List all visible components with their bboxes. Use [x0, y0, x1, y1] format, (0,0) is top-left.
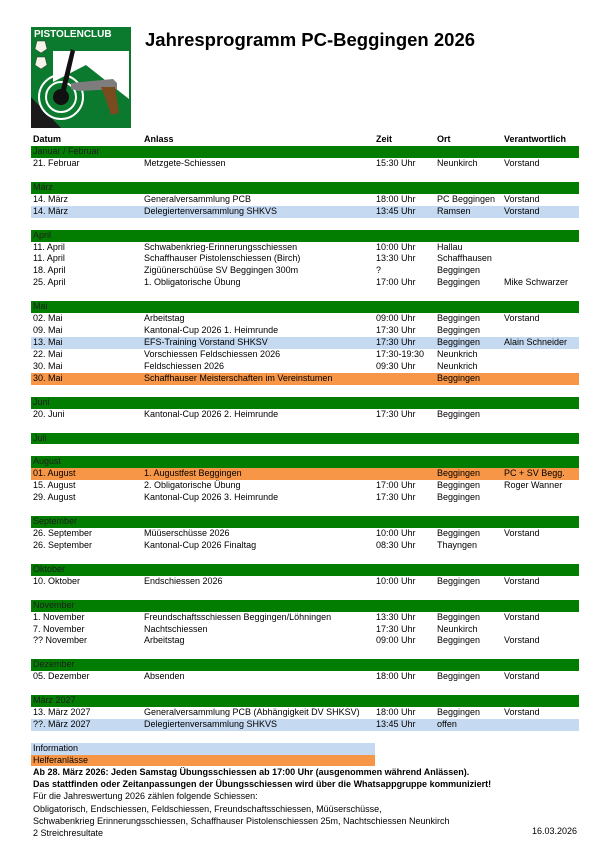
cell-zeit: 17:30 Uhr [376, 623, 416, 634]
event-row [31, 194, 579, 206]
spacer-row [31, 289, 579, 301]
cell-zeit: 17:30-19:30 [376, 348, 425, 359]
cell-zeit: 13:45 Uhr [376, 205, 416, 216]
spacer-row [31, 421, 579, 433]
note-line-3: Schwabenkrieg Erinnerungsschiessen, Schaffhauser Pistolenschiessen 25m, Nachtschiessen Neunkirch [33, 815, 450, 826]
cell-anlass: Vorschiessen Feldschiessen 2026 [144, 348, 281, 359]
col-anlass: Anlass [144, 134, 174, 144]
month-label: September [33, 516, 78, 527]
cell-datum: 11. April [33, 241, 65, 252]
cell-anlass: Zigüünerschüüse SV Beggingen 300m [144, 265, 299, 276]
month-header [31, 659, 579, 671]
event-row [31, 361, 579, 373]
svg-text:PISTOLENCLUB: PISTOLENCLUB [34, 29, 112, 40]
cell-datum: 7. November [33, 623, 85, 634]
month-label: April [33, 229, 52, 240]
table-header [0, 134, 608, 146]
month-label: Mai [33, 301, 48, 312]
cell-zeit: 09:30 Uhr [376, 360, 416, 371]
cell-ort: Thayngen [437, 539, 478, 550]
svg-text:BEGGINGEN: BEGGINGEN [57, 40, 119, 51]
event-row [31, 337, 579, 349]
cell-datum: 01. August [33, 468, 76, 479]
month-label: August [33, 456, 62, 467]
cell-ver: Vorstand [504, 157, 540, 168]
cell-datum: 30. Mai [33, 372, 63, 383]
cell-ort: Beggingen [437, 337, 481, 347]
cell-ort: offen [437, 719, 457, 729]
cell-anlass: Kantonal-Cup 2026 1. Heimrunde [144, 325, 279, 336]
note-bold-2: Das stattfinden oder Zeitanpassungen der Übungsschiessen wird über die Whatsappgruppe kommuniziert! [33, 779, 492, 790]
month-label: März 2027 [33, 695, 76, 706]
cell-ver: Alain Schneider [504, 337, 568, 347]
cell-ver: Vorstand [504, 193, 540, 204]
spacer-row [31, 504, 579, 516]
month-header [31, 230, 579, 242]
cell-ort: Beggingen [437, 611, 481, 622]
event-row [31, 612, 579, 624]
cell-zeit: 09:00 Uhr [376, 635, 416, 646]
cell-ort: Beggingen [437, 575, 481, 586]
month-header [31, 600, 579, 612]
cell-anlass: Nachtschiessen [144, 623, 208, 634]
month-header [31, 564, 579, 576]
cell-ort: Ramsen [437, 205, 471, 216]
cell-zeit: 10:00 Uhr [376, 528, 416, 538]
cell-ort: Neunkrich [437, 348, 478, 359]
month-header [31, 301, 579, 313]
print-date: 16.03.2026 [531, 826, 577, 836]
cell-ver: Vorstand [504, 671, 540, 682]
cell-ort: Beggingen [437, 707, 481, 718]
cell-ort: Beggingen [437, 468, 481, 479]
cell-anlass: Metzgete-Schiessen [144, 157, 226, 168]
cell-ver: Vorstand [504, 707, 540, 718]
cell-anlass: Schaffhauser Meisterschaften im Vereinstumen [144, 372, 333, 383]
cell-anlass: Generalversammlung PCB [144, 193, 252, 204]
note-bold-1: Ab 28. März 2026: Jeden Samstag Übungsschiessen ab 17:00 Uhr (ausgenommen während Anlässen). [33, 767, 470, 777]
cell-anlass: EFS-Training Vorstand SHKSV [144, 337, 268, 347]
cell-ort: Beggingen [437, 325, 481, 336]
cell-anlass: Arbeitstag [144, 313, 185, 324]
cell-datum: 22. Mai [33, 348, 63, 359]
schedule-table [31, 146, 579, 731]
cell-datum: 21. Februar [33, 157, 80, 168]
month-header [31, 456, 579, 468]
cell-zeit: 17:30 Uhr [376, 408, 416, 419]
cell-zeit: 13:45 Uhr [376, 719, 416, 729]
month-label: Juli [33, 432, 47, 443]
cell-ver: Vorstand [504, 575, 540, 586]
legend-helferanlaesse: Helferanlässe [31, 755, 375, 767]
event-row [31, 325, 579, 337]
cell-ort: Beggingen [437, 671, 481, 682]
cell-anlass: Schwabenkrieg-Erinnerungsschiessen [144, 241, 298, 252]
month-label: März [33, 181, 53, 192]
cell-ort: Beggingen [437, 372, 481, 383]
cell-ort: Beggingen [437, 408, 481, 419]
cell-anlass: 1. Obligatorische Übung [144, 277, 241, 288]
cell-zeit: 17:00 Uhr [376, 277, 416, 288]
cell-zeit: 17:00 Uhr [376, 480, 416, 491]
event-row [31, 707, 579, 719]
spacer-row [31, 385, 579, 397]
month-header [31, 695, 579, 707]
cell-ort: Beggingen [437, 480, 481, 491]
cell-zeit: 18:00 Uhr [376, 671, 416, 682]
note-line-1: Für die Jahreswertung 2026 zählen folgende Schiessen: [33, 791, 258, 802]
event-row [31, 635, 579, 647]
cell-datum: 18. April [33, 265, 66, 276]
cell-anlass: Generalversammlung PCB (Abhängigkeit DV SHKSV) [144, 707, 360, 718]
month-header [31, 433, 579, 445]
spacer-row [31, 170, 579, 182]
cell-zeit: 18:00 Uhr [376, 707, 416, 718]
cell-anlass: Kantonal-Cup 2026 3. Heimrunde [144, 492, 279, 503]
club-logo [31, 27, 131, 128]
col-ort: Ort [437, 134, 451, 144]
cell-ver: PC + SV Begg. [504, 468, 565, 479]
event-row [31, 277, 579, 289]
event-row [31, 468, 579, 480]
cell-zeit: 08:30 Uhr [376, 539, 416, 550]
cell-zeit: 10:00 Uhr [376, 241, 416, 252]
cell-anlass: Endschiessen 2026 [144, 575, 223, 586]
cell-zeit: ? [376, 265, 382, 276]
note-line-4: 2 Streichresultate [33, 827, 104, 838]
event-row [31, 242, 579, 254]
cell-ort: Beggingen [437, 528, 481, 538]
month-header [31, 182, 579, 194]
cell-datum: 10. Oktober [33, 575, 81, 586]
cell-ort: Beggingen [437, 635, 481, 646]
event-row [31, 492, 579, 504]
cell-ort: PC Beggingen [437, 193, 496, 204]
cell-datum: 05. Dezember [33, 671, 90, 682]
cell-datum: 1. November [33, 611, 85, 622]
spacer-row [31, 552, 579, 564]
spacer-row [31, 218, 579, 230]
cell-ort: Neunkrich [437, 360, 478, 371]
cell-ver: Roger Wanner [504, 480, 563, 491]
cell-ver: Vorstand [504, 528, 540, 538]
cell-anlass: Delegiertenversammlung SHKVS [144, 205, 278, 216]
cell-datum: 30. Mai [33, 360, 63, 371]
event-row [31, 528, 579, 540]
spacer-row [31, 588, 579, 600]
cell-ort: Neunkirch [437, 623, 478, 634]
cell-datum: 13. Mai [33, 337, 63, 347]
cell-zeit: 17:30 Uhr [376, 492, 416, 503]
month-label: Juni [33, 396, 50, 407]
cell-ort: Beggingen [437, 313, 481, 324]
cell-datum: 09. Mai [33, 325, 63, 336]
cell-zeit: 09:00 Uhr [376, 313, 416, 324]
cell-anlass: Schaffhauser Pistolenschiessen (Birch) [144, 253, 301, 264]
cell-anlass: Arbeitstag [144, 635, 185, 646]
event-row [31, 671, 579, 683]
event-row [31, 158, 579, 170]
cell-datum: 11. April [33, 253, 65, 264]
cell-datum: 20. Juni [33, 408, 65, 419]
event-row [31, 719, 579, 731]
event-row [31, 313, 579, 325]
cell-zeit: 17:30 Uhr [376, 337, 416, 347]
cell-ver: Vorstand [504, 313, 540, 324]
cell-zeit: 13:30 Uhr [376, 611, 416, 622]
cell-zeit: 10:00 Uhr [376, 575, 416, 586]
cell-anlass: Feldschiessen 2026 [144, 360, 225, 371]
event-row [31, 373, 579, 385]
note-line-2: Obligatorisch, Endschiessen, Feldschiessen, Freundschaftsschiessen, Müüserschüsse, [33, 803, 382, 814]
cell-anlass: Freundschaftsschiessen Beggingen/Löhningen [144, 611, 332, 622]
cell-datum: ??. März 2027 [33, 719, 91, 729]
event-row [31, 349, 579, 361]
event-row [31, 409, 579, 421]
month-header [31, 146, 579, 158]
cell-anlass: Kantonal-Cup 2026 Finaltag [144, 539, 257, 550]
cell-anlass: 1. Augustfest Beggingen [144, 468, 242, 479]
spacer-row [31, 683, 579, 695]
cell-ort: Beggingen [437, 277, 481, 288]
event-row [31, 576, 579, 588]
event-row [31, 480, 579, 492]
cell-ort: Beggingen [437, 265, 481, 276]
cell-zeit: 18:00 Uhr [376, 193, 416, 204]
cell-datum: 26. September [33, 539, 93, 550]
cell-ort: Neunkirch [437, 157, 478, 168]
info-section [31, 743, 579, 839]
cell-ort: Hallau [437, 241, 463, 252]
cell-anlass: Kantonal-Cup 2026 2. Heimrunde [144, 408, 279, 419]
cell-datum: 29. August [33, 492, 76, 503]
cell-ver: Mike Schwarzer [504, 277, 569, 288]
cell-ver: Vorstand [504, 611, 540, 622]
cell-ver: Vorstand [504, 635, 540, 646]
spacer-row [31, 647, 579, 659]
cell-datum: ?? November [33, 635, 88, 646]
cell-datum: 26. September [33, 528, 93, 538]
cell-anlass: Absenden [144, 671, 185, 682]
col-datum: Datum [33, 134, 62, 144]
event-row [31, 265, 579, 277]
month-label: Januar / Februar [33, 146, 100, 156]
cell-ver: Vorstand [504, 205, 540, 216]
cell-datum: 14. März [33, 193, 69, 204]
cell-datum: 14. März [33, 205, 69, 216]
cell-anlass: Müüserschüsse 2026 [144, 528, 230, 538]
cell-anlass: Delegiertenversammlung SHKVS [144, 719, 278, 729]
col-zeit: Zeit [376, 134, 393, 144]
spacer-row [31, 444, 579, 456]
event-row [31, 253, 579, 265]
col-verantwortlich: Verantwortlich [504, 134, 567, 144]
cell-datum: 15. August [33, 480, 76, 491]
cell-zeit: 15:30 Uhr [376, 157, 416, 168]
cell-ort: Schaffhausen [437, 253, 492, 264]
cell-ort: Beggingen [437, 492, 481, 503]
cell-zeit: 17:30 Uhr [376, 325, 416, 336]
legend-information: Information [31, 743, 375, 755]
cell-zeit: 13:30 Uhr [376, 253, 416, 264]
cell-datum: 13. März 2027 [33, 707, 91, 718]
page-title: Jahresprogramm PC-Beggingen 2026 [145, 29, 476, 50]
cell-anlass: 2. Obligatorische Übung [144, 480, 241, 491]
month-label: Dezember [33, 659, 75, 670]
cell-datum: 25. April [33, 277, 66, 288]
event-row [31, 206, 579, 218]
month-header [31, 397, 579, 409]
event-row [31, 540, 579, 552]
month-label: Oktober [33, 563, 66, 574]
event-row [31, 624, 579, 636]
cell-datum: 02. Mai [33, 313, 63, 324]
month-label: November [33, 599, 75, 610]
month-header [31, 516, 579, 528]
